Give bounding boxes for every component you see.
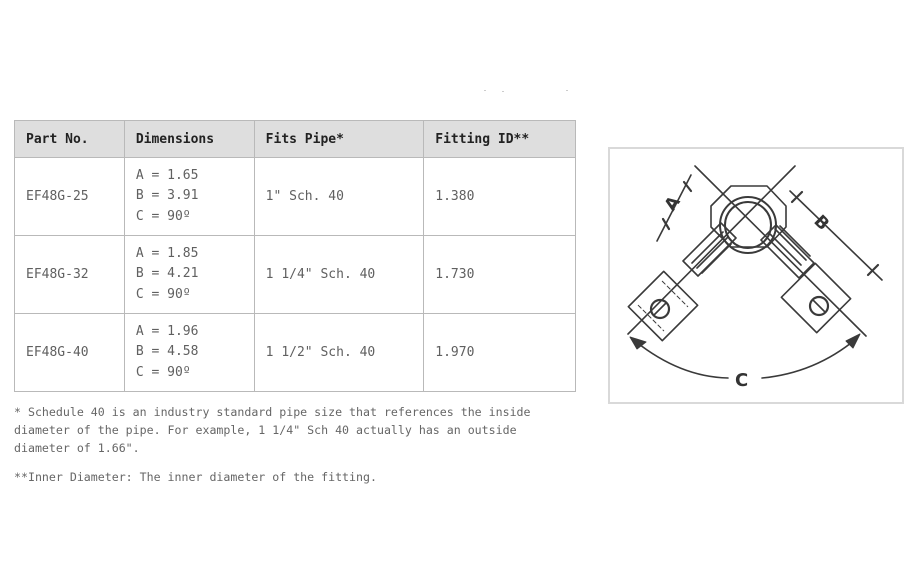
part-no-cell: EF48G-40 [15,314,125,392]
fitting-id-cell: 1.380 [424,158,576,236]
stray-dot [484,90,486,91]
footnotes [14,403,574,486]
dimensions-cell [124,158,254,236]
header-part-no: Part No. [15,121,125,158]
stray-dot [502,91,504,92]
fits-pipe-cell: 1" Sch. 40 [254,158,424,236]
dimensions-cell [124,236,254,314]
centerline-right [695,166,866,336]
dim-b-line [790,191,882,280]
elbow-fitting-drawing [610,149,902,402]
header-dimensions: Dimensions [124,121,254,158]
dim-b: B = 4.21 [135,266,199,282]
dim-c: C = 90º [135,286,191,302]
dim-c-label: C [735,370,749,391]
dim-a-label: A [660,192,685,215]
dimensions-cell [124,314,254,392]
dim-b: B = 3.91 [135,188,199,204]
fits-pipe-cell: 1 1/4" Sch. 40 [254,236,424,314]
hub-bore [725,202,771,248]
stray-dot [566,90,568,91]
header-fitting-id: Fitting ID** [424,121,576,158]
header-fits-pipe: Fits Pipe* [254,121,424,158]
part-no-cell: EF48G-32 [15,236,125,314]
spec-table [14,120,576,392]
dim-c: C = 90º [135,364,191,380]
dim-b: B = 4.58 [135,344,199,360]
table-row [15,236,576,314]
dim-c-arc-right [762,339,856,378]
table-row [15,314,576,392]
footnote-inner-diameter: **Inner Diameter: The inner diameter of the fitting. [14,470,377,484]
dim-a: A = 1.65 [135,167,199,183]
table-header-row [15,121,576,158]
fits-pipe-cell: 1 1/2" Sch. 40 [254,314,424,392]
dim-a: A = 1.96 [135,323,199,339]
table-row [15,158,576,236]
fitting-id-cell: 1.730 [424,236,576,314]
footnote-schedule-40: * Schedule 40 is an industry standard pipe size that references the inside diameter of the pipe. For example, 1 1/4" Sch 40 actually has an outside diameter of 1.66". [14,405,531,455]
dim-a: A = 1.85 [135,245,199,261]
fitting-diagram [608,147,904,404]
dim-b-label: B [809,211,833,235]
fitting-id-cell: 1.970 [424,314,576,392]
left-pipe-arm [683,223,736,276]
dim-c-arc-left [635,341,728,378]
dim-c: C = 90º [135,208,191,224]
part-no-cell: EF48G-25 [15,158,125,236]
